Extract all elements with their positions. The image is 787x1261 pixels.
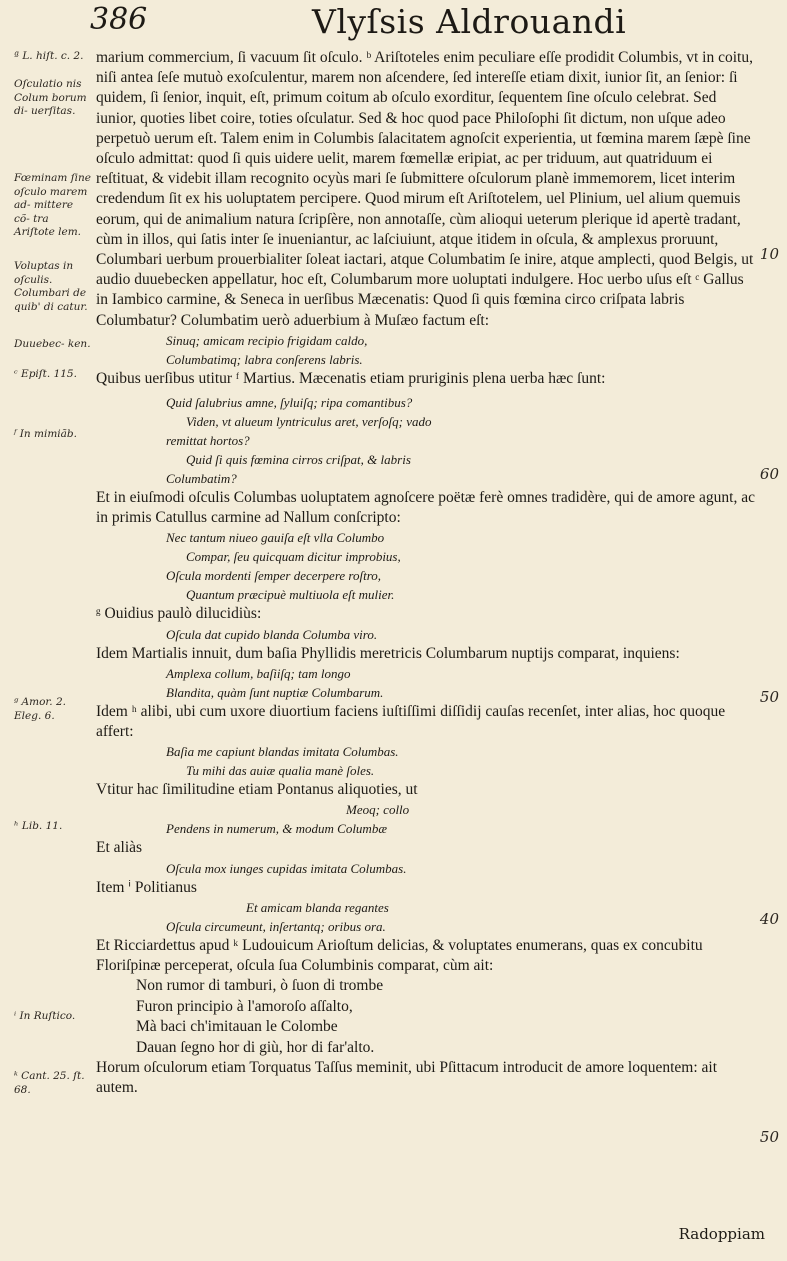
paragraph: Et Ricciardettus apud ᵏ Ludouicum Arioſtum delicias, & voluptates enumerans, quas ex concubitu Floriſpinæ perceperat, oſcula ſua Columbinis comparat, cùm ait: <box>96 936 703 975</box>
line-number: 60 <box>759 465 779 483</box>
margin-note: ᵏ Cant. 25. ſt. 68. <box>14 1070 85 1096</box>
paragraph: Et in eiuſmodi oſculis Columbas uoluptatem agnoſcere poëtæ ferè omnes tradidère, qui de amore agunt, ac in primis Catullus carmine ad Nallum conſcripto: <box>96 489 755 527</box>
margin-note: Fœminam ſine oſculo marem ad- mittere cõ- tra Ariſtote lem. <box>14 172 91 238</box>
page-header <box>90 2 740 42</box>
verse-line: Baſia me capiunt blandas imitata Columbas. <box>166 744 399 760</box>
paragraph: Et aliàs <box>96 839 143 857</box>
paragraph: Idem Martialis innuit, dum baſia Phyllidis meretricis Columbarum nuptijs comparat, inquiens: <box>96 644 680 662</box>
line-number: 40 <box>759 910 779 928</box>
line-number: 50 <box>759 688 779 706</box>
verse-line: Compar, ſeu quicquam dicitur improbius, <box>186 549 401 565</box>
catchword: Radoppiam <box>678 1225 765 1243</box>
verse-line: Furon principio à l'amoroſo aſſalto, <box>136 997 353 1015</box>
verse-line: remittat hortos? <box>166 433 250 449</box>
verse-line: Nec tantum niueo gauiſa eſt vlla Columbo <box>166 530 385 546</box>
verse-line: Et amicam blanda regantes <box>246 899 389 915</box>
page-number: 386 <box>90 2 148 37</box>
verse-line: Oſcula mordenti ſemper decerpere roſtro, <box>166 568 382 584</box>
verse-line: Pendens in numerum, & modum Columbæ <box>166 821 387 837</box>
running-head: Vlyſsis Aldrouandi <box>312 2 627 41</box>
verse-line: Non rumor di tamburi, ò ſuon di trombe <box>136 977 384 995</box>
paragraph: Vtitur hac ſimilitudine etiam Pontanus aliquoties, ut <box>96 781 418 799</box>
margin-note: ª L. hiſt. c. 2. <box>14 50 84 62</box>
margin-note: Voluptas in oſculis. Columbari de quib' di catur. <box>14 260 88 313</box>
verse-line: Oſcula mox iunges cupidas imitata Columbas. <box>166 860 407 876</box>
margin-note: Oſculatio nis Colum borum di- uerſitas. <box>14 78 87 117</box>
paragraph: marium commercium, ſi vacuum ſit oſculo. ᵇ Ariſtoteles enim peculiare eſſe prodidit Columbis, vt in coitu, niſi antea ſeſe mutuò exoſculentur, marem non aſcendere, ſed intereſſe etiam dixit, iunior ſit, an ſenior: ſi quidem, ſi ſenior, inquit, eſt, primum coitum ab oſculo exorditur, ſequentem ſine oſculo celebrat. Sed iunior, quoties libet coire, toties oſculatur. Sed & hoc quod pace Philoſophi ſit dictum, non uſque adeo perpetuò uerum eſt. Talem enim in Columbis ſalacitatem agnoſcit experientia, ut fœmina marem ſæpè ſine oſculo admittat: quod ſi quis uidere uelit, marem fœmellæ eripiat, ac per triduum, aut quatriduum ei reſtituat, & videbit illam recognito ocyùs mari ſe ſubmittere oſculorum planè immemorem, licet interim credendum ſit ex his uoluptatem percipere. Quod mirum eſt Ariſtotelem, uel Plinium, uel alium quemuis eorum, qui de animalium natura ſcripſère, non annotaſſe, cùm alioqui ueterum plerique id apertè tradant, cùm in illos, qui ſatis inter ſe inueniantur, ac laſciuiunt, atque itidem in oſcula, & amplexus proruunt, Columbari uerbum prouerbialiter ſoleat iactari, atque Columbatim ſe inire, atque amplecti, quod Belgis, ut audio duuebecken appellatur, hoc eſt, Columbarum more uoluptati indulgere. Hoc uerbo uſus eſt ᶜ Gallus in Iambico carmine, & Seneca in uerſibus Mæcenatis: Quod ſi quis fœmina circo criſpata labris Columbatur? Columbatim uerò aduerbium à Muſæo factum eſt: <box>96 49 754 329</box>
paragraph: Idem ʰ alibi, ubi cum uxore diuortium faciens iuſtiſſimi diſſidij cauſas recenſet, inter alias, hoc quoque affert: <box>96 702 726 741</box>
verse-line: Dauan ſegno hor di giù, hor di far'alto. <box>136 1038 375 1056</box>
verse-line: Viden, vt alueum lyntriculus aret, verſoſq; vado <box>186 414 432 430</box>
verse-line: Quid ſalubrius amne, ſyluiſq; ripa comantibus? <box>166 395 413 411</box>
verse-line: Sinuq; amicam recipio frigidam caldo, <box>166 332 368 348</box>
paragraph: ᵍ Ouidius paulò dilucidiùs: <box>96 605 262 623</box>
paragraph: Item ⁱ Politianus <box>96 878 197 896</box>
margin-note: ᵍ Amor. 2. Eleg. 6. <box>14 696 66 722</box>
margin-note: ᶠ In mimiãb. <box>14 428 77 440</box>
verse-line: Oſcula dat cupido blanda Columba viro. <box>166 626 378 642</box>
line-number: 10 <box>759 245 779 263</box>
margin-note: ᶜ Epiſt. 115. <box>14 368 77 380</box>
margin-note: ʰ Lib. 11. <box>14 820 63 832</box>
margin-note: Duuebec- ken. <box>14 338 91 350</box>
verse-line: Oſcula circumeunt, inſertantq; oribus ora. <box>166 918 386 934</box>
paragraph: Quibus uerſibus utitur ᶠ Martius. Mæcenatis etiam pruriginis plena uerba hæc ſunt: <box>96 369 606 387</box>
verse-line: Amplexa collum, baſiiſq; tam longo <box>166 665 351 681</box>
verse-line: Mà baci ch'imitauan le Colombe <box>136 1018 338 1036</box>
margin-note: ⁱ In Ruſtico. <box>14 1010 76 1022</box>
verse-line: Quid ſi quis fœmina cirros criſpat, & labris <box>186 452 411 468</box>
verse-line: Columbatim? <box>166 471 237 487</box>
verse-line: Columbatimq; labra conſerens labris. <box>166 351 363 367</box>
main-text <box>96 48 756 1099</box>
verse-line: Tu mihi das auiæ qualia manè ſoles. <box>186 763 375 779</box>
verse-line: Blandita, quàm ſunt nuptiæ Columbarum. <box>166 684 384 700</box>
paragraph: Horum oſculorum etiam Torquatus Taſſus meminit, ubi Pſittacum introducit de amore loquentem: ait autem. <box>96 1059 718 1097</box>
verse-line: Meoq; collo <box>346 802 410 818</box>
line-number: 50 <box>759 1128 779 1146</box>
verse-line: Quantum præcipuè multiuola eſt mulier. <box>186 587 395 603</box>
